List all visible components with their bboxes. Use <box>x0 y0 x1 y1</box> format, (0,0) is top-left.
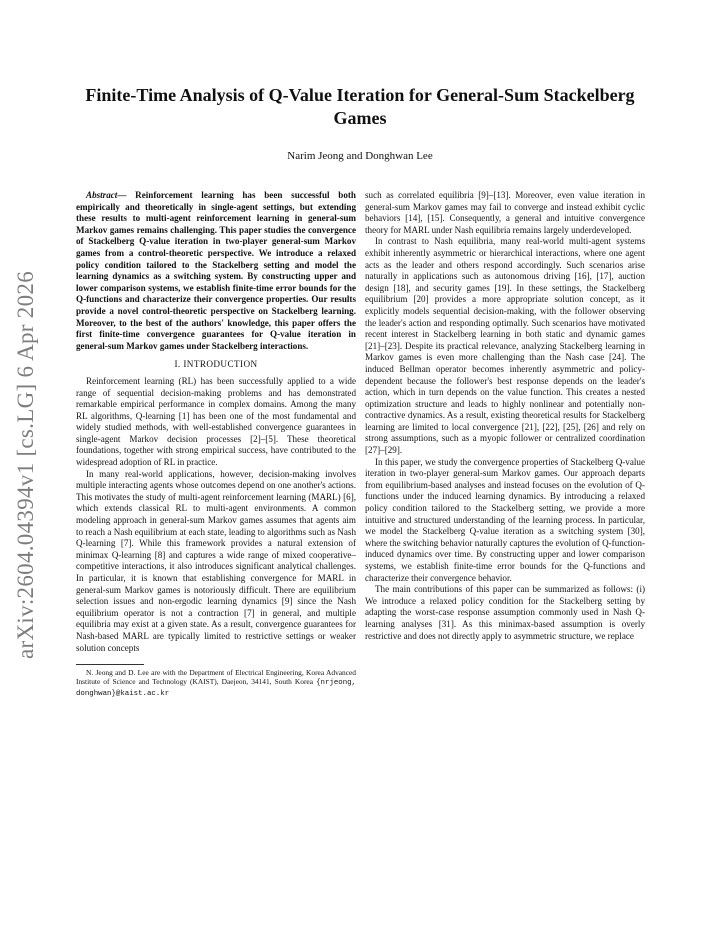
abstract-dash: — <box>117 190 127 200</box>
intro-paragraph-2: In many real-world applications, however, decision-making involves multiple interacting agents whose outcomes depend on one another's actions. This motivates the study of multi-agent reinforcement learning (MARL) [6], which extends classical RL to multi-agent environments. A common modeling approach in general-sum Markov games assumes that agents aim to reach a Nash equilibrium at each state, leading to algorithms such as Nash Q-learning [7]. While this framework provides a natural extension of minimax Q-learning [8] and captures a wide range of mixed cooperative–competitive interactions, it also introduces significant analytical challenges. In particular, it is known that establishing convergence for MARL in general-sum Markov games is notoriously difficult. There are equilibrium selection issues and non-ergodic learning dynamics [9] since the Nash equilibrium operator is not a contraction [7] in general, and multiple equilibria may exist at a given state. As a result, convergence guarantees for Nash-based MARL are typically limited to restrictive settings or weaker solution concepts <box>76 468 356 653</box>
intro-paragraph-4: In contrast to Nash equilibria, many real-world multi-agent systems exhibit inherently asymmetric or hierarchical interactions, where one agent acts as the leader and others respond accordingly. Such scenarios arise naturally in applications such as autonomous driving [16], [17], auction design [18], and security games [19]. In these settings, the Stackelberg equilibrium [20] provides a more appropriate solution concept, as it explicitly models sequential decision-making, with the follower observing the leader's action and responding optimally. Such scenarios have motivated recent interest in Stackelberg learning in both static and dynamic games [21]–[23]. Despite its practical relevance, analyzing Stackelberg learning in Markov games is even more challenging than the Nash case [24]. The induced Bellman operator becomes inherently asymmetric and policy-dependent because the follower's best response depends on the leader's action, which in turn depends on the value function. This creates a nested optimization structure and leads to highly nonlinear and potentially non-contractive dynamics. As a result, existing theoretical results for Stackelberg learning are limited to local convergence [21], [22], [25], [26] and rely on strong assumptions, such as a myopic follower or centralized coordination [27]–[29]. <box>365 236 645 456</box>
footnote-email: {nrjeong, donghwan}@kaist.ac.kr <box>76 679 356 699</box>
intro-paragraph-5: In this paper, we study the convergence properties of Stackelberg Q-value iteration in two-player general-sum Markov games. Our approach departs from equilibrium-based analyses and instead focuses on the evolution of Q-functions under the induced learning dynamics. By introducing a relaxed policy condition tailored to the Stackelberg setting, we provide a more intuitive and structured understanding of the learning process. In particular, we model the Stackelberg Q-value iteration as a switching system [30], where the switching behavior naturally captures the evolution of Q-function-induced dynamics over time. By constructing upper and lower comparison systems, we establish finite-time error bounds for the Q-functions and characterize their convergence behavior. <box>365 456 645 583</box>
paper-authors: Narim Jeong and Donghwan Lee <box>287 150 433 162</box>
author-affiliation-footnote <box>76 668 356 699</box>
paper-title: Finite-Time Analysis of Q-Value Iteration for General-Sum Stackelberg Games <box>85 85 635 128</box>
left-column <box>76 190 356 699</box>
arxiv-identifier-stamp <box>6 265 46 665</box>
section-heading-introduction: I. INTRODUCTION <box>174 359 258 370</box>
abstract-label: Abstract <box>86 190 118 200</box>
footnote-divider <box>76 664 144 665</box>
right-column <box>365 190 645 642</box>
footnote-text: N. Jeong and D. Lee are with the Department of Electrical Engineering, Korea Advanced Institute of Science and Technology (KAIST), Daejeon, 34141, South Korea <box>76 668 356 687</box>
arxiv-identifier-text: arXiv:2604.04394v1 [cs.LG] 6 Apr 2026 <box>13 271 38 659</box>
abstract <box>76 190 356 352</box>
intro-paragraph-6: The main contributions of this paper can be summarized as follows: (i) We introduce a relaxed policy condition for the Stackelberg setting by adapting the worst-case response assumption commonly used in Nash Q-learning analyses [31]. As this minimax-based assumption is overly restrictive and does not directly apply to asymmetric structure, we replace <box>365 584 645 641</box>
intro-paragraph-1: Reinforcement learning (RL) has been successfully applied to a wide range of sequential decision-making problems and has demonstrated remarkable empirical performance in complex domains. Among the many RL algorithms, Q-learning [1] has been one of the most fundamental and widely studied methods, with well-established convergence guarantees in single-agent Markov decision processes [2]–[5]. These theoretical foundations, together with strong empirical success, have contributed to the widespread adoption of RL in practice. <box>76 375 356 468</box>
abstract-text: Reinforcement learning has been successful both empirically and theoretically in single-agent settings, but extending these results to multi-agent reinforcement learning in general-sum Markov games remains challenging. This paper studies the convergence of Stackelberg Q-value iteration in two-player general-sum Markov games from a control-theoretic perspective. We introduce a relaxed policy condition tailored to the Stackelberg setting and model the learning dynamics as a switching system. By constructing upper and lower comparison systems, we establish finite-time error bounds for the Q-functions and characterize their convergence properties. Our results provide a novel control-theoretic perspective on Stackelberg learning. Moreover, to the best of the authors' knowledge, this paper offers the first finite-time convergence guarantees for Q-value iteration in general-sum Markov games under Stackelberg interactions. <box>76 190 356 351</box>
intro-paragraph-3: such as correlated equilibria [9]–[13]. Moreover, even value iteration in general-sum Markov games may fail to converge and instead exhibit cyclic behaviors [14], [15]. Consequently, a general and intuitive convergence theory for MARL under Nash equilibria remains largely underdeveloped. <box>365 190 645 235</box>
